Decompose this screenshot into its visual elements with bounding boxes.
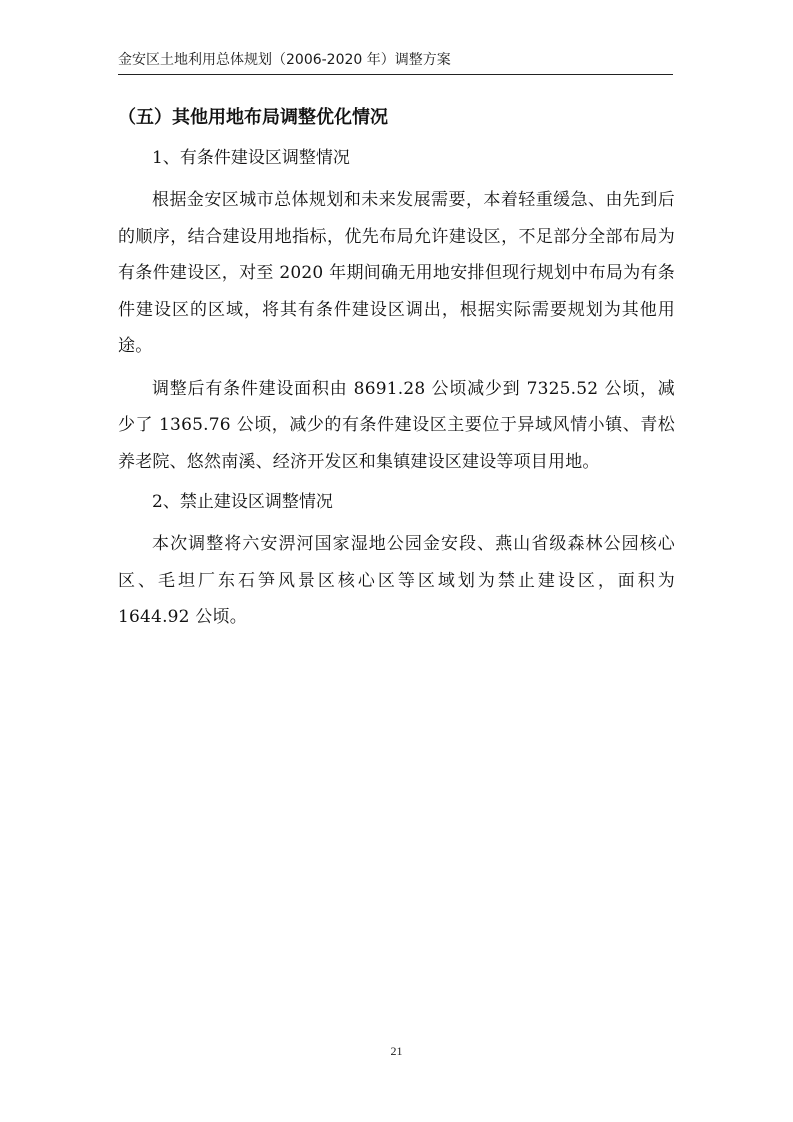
paragraph-conditional-construction-area: 调整后有条件建设面积由 8691.28 公顷减少到 7325.52 公顷，减少了 1365.76 公顷，减少的有条件建设区主要位于异域风情小镇、青松养老院、悠然南溪、经济开发区和集镇建设区建设等项目用地。 [118, 378, 675, 472]
page-number: 21 [390, 1044, 403, 1058]
subsection-heading-prohibited-construction: 2、禁止建设区调整情况 [152, 492, 333, 512]
running-header: 金安区土地利用总体规划（2006-2020 年）调整方案 [118, 52, 451, 68]
document-body [118, 100, 675, 636]
subsection-heading-conditional-construction: 1、有条件建设区调整情况 [152, 148, 350, 168]
header-divider [118, 74, 673, 75]
section-heading: （五）其他用地布局调整优化情况 [118, 107, 388, 128]
paragraph-prohibited-construction: 本次调整将六安淠河国家湿地公园金安段、燕山省级森林公园核心区、毛坦厂东石笋风景区核心区等区域划为禁止建设区，面积为 1644.92 公顷。 [118, 534, 675, 627]
paragraph-conditional-construction-rationale: 根据金安区城市总体规划和未来发展需要，本着轻重缓急、由先到后的顺序，结合建设用地指标，优先布局允许建设区，不足部分全部布局为有条件建设区，对至 2020 年期间确无用地安排但现行规划中布局为有条件建设区的区域，将其有条件建设区调出，根据实际需要规划为其他用途。 [118, 190, 675, 356]
